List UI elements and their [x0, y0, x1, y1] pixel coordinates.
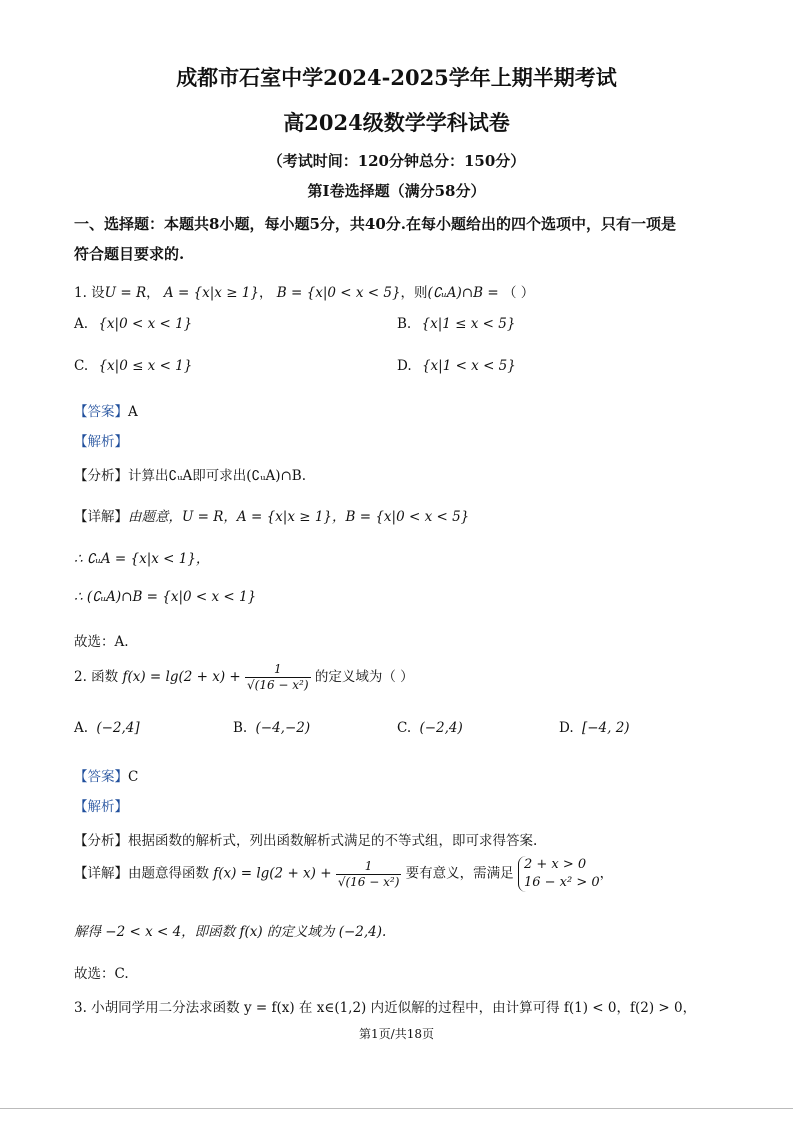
- q1-option-c-label: C.: [74, 358, 89, 374]
- q2-xiangjie-fraction-numerator: 1: [364, 858, 373, 873]
- page-number: 第1页/共18页: [359, 1027, 434, 1041]
- q1-option-b-value: {x|1 ≤ x < 5}: [421, 316, 516, 332]
- q2-option-d: [559, 720, 630, 736]
- q2-xiangjie-fraction: [336, 859, 402, 890]
- q1-fenxi: [74, 464, 306, 484]
- q2-answer: [74, 765, 138, 785]
- q1-fenxi-text: 计算出∁ᵤA即可求出(∁ᵤA)∩B.: [128, 468, 307, 484]
- q1-answer-tag: 【答案】: [74, 404, 128, 420]
- q2-xiangjie: [74, 856, 613, 892]
- q1-xiangjie-tag: 【详解】: [74, 509, 128, 525]
- q2-prefix: 2. 函数: [74, 669, 119, 685]
- q1-answer-paren: （ ）: [502, 285, 535, 301]
- q2-xiangjie-mid: 要有意义，需满足: [405, 865, 514, 882]
- q2-option-d-value: [−4, 2): [581, 720, 630, 736]
- q1-option-d-value: {x|1 < x < 5}: [421, 358, 516, 374]
- q2-stem: [74, 662, 414, 693]
- q1-xiangjie: [74, 505, 469, 525]
- q1-option-d-label: D.: [397, 358, 412, 374]
- q2-suffix: 的定义域为（ ）: [314, 669, 414, 685]
- q2-system-end: ，: [599, 865, 614, 882]
- q2-option-b-label: B.: [233, 720, 248, 736]
- q2-option-c: [397, 720, 463, 736]
- q1-fenxi-tag: 【分析】: [74, 468, 128, 484]
- q1-option-b: [397, 316, 515, 332]
- q1-option-a: [74, 316, 192, 332]
- q2-analysis-tag: 【解析】: [74, 799, 128, 815]
- q2-fenxi-text: 根据函数的解析式，列出函数解析式满足的不等式组，即可求得答案.: [128, 833, 538, 849]
- q1-option-d: [397, 358, 516, 374]
- q2-fraction-numerator: 1: [273, 662, 282, 676]
- q2-option-c-label: C.: [397, 720, 412, 736]
- q3-stem: 3. 小胡同学用二分法求函数 y = f(x) 在 x∈(1,2) 内近似解的过程中，由计算可得 f(1) < 0，f(2) > 0，: [74, 1000, 697, 1016]
- q1-expression: (∁ᵤA)∩B =: [427, 285, 499, 301]
- q1-xiangjie-text: 由题意，U = R，A = {x|x ≥ 1}，B = {x|0 < x < 5}: [128, 509, 470, 525]
- q1-step-2: ∴ (∁ᵤA)∩B = {x|0 < x < 1}: [74, 589, 257, 605]
- q1-option-a-value: {x|0 < x < 1}: [98, 316, 193, 332]
- q1-option-b-label: B.: [397, 316, 412, 332]
- exam-subtitle: 高2024级数学学科试卷: [283, 110, 510, 135]
- q1-conclusion: 故选：A.: [74, 634, 129, 650]
- q1-then: ，则: [400, 285, 428, 301]
- part-title: 第I卷选择题（满分58分）: [307, 182, 486, 200]
- q2-fenxi: [74, 829, 537, 849]
- q2-solve: 解得 −2 < x < 4，即函数 f(x) 的定义域为 (−2,4).: [74, 924, 387, 940]
- q2-inequality-system: [518, 856, 600, 892]
- section-heading-line1: 一、选择题：本题共8小题，每小题5分，共40分.在每小题给出的四个选项中，只有一项是: [74, 215, 676, 233]
- q2-fraction-denominator: √(16 − x²): [247, 678, 309, 692]
- q2-fenxi-tag: 【分析】: [74, 833, 128, 849]
- q2-inequality-1: 2 + x > 0: [523, 857, 587, 872]
- q1-set-b: B = {x|0 < x < 5}: [276, 285, 401, 301]
- q1-option-c-value: {x|0 ≤ x < 1}: [98, 358, 193, 374]
- q1-option-c: [74, 358, 192, 374]
- q1-set-a: A = {x|x ≥ 1}: [163, 285, 259, 301]
- q2-inequality-2: 16 − x² > 0: [523, 875, 600, 890]
- q1-option-a-label: A.: [74, 316, 89, 332]
- q2-option-c-value: (−2,4): [419, 720, 463, 736]
- section-heading-line2: 符合题目要求的.: [74, 245, 185, 263]
- q2-option-a: [74, 720, 140, 736]
- q2-answer-tag: 【答案】: [74, 769, 128, 785]
- q2-xiangjie-tag: 【详解】: [74, 865, 128, 882]
- q2-xiangjie-function: f(x) = lg(2 + x) +: [213, 865, 332, 882]
- q2-function: f(x) = lg(2 + x) +: [122, 669, 241, 685]
- q1-answer-value: A: [128, 404, 138, 420]
- q2-xiangjie-fraction-denominator: √(16 − x²): [337, 874, 400, 889]
- q2-conclusion: 故选：C.: [74, 966, 129, 982]
- q1-stem: 1. 设U = R， A = {x|x ≥ 1}， B = {x|0 < x < 5}，则(∁ᵤA)∩B = （ ）: [74, 285, 535, 301]
- q2-option-a-value: (−2,4]: [96, 720, 140, 736]
- q2-option-b: [233, 720, 310, 736]
- q2-answer-value: C: [128, 769, 139, 785]
- q1-answer: [74, 400, 138, 420]
- q1-prefix: 1. 设: [74, 285, 105, 301]
- q1-universal-set: U = R: [104, 285, 147, 301]
- page-bottom-divider: [0, 1108, 793, 1109]
- q2-xiangjie-prefix: 由题意得函数: [128, 865, 209, 882]
- exam-title: 成都市石室中学2024-2025学年上期半期考试: [176, 65, 617, 90]
- q1-step-1: ∴ ∁ᵤA = {x|x < 1}，: [74, 551, 210, 567]
- q2-option-a-label: A.: [74, 720, 89, 736]
- q2-option-b-value: (−4,−2): [255, 720, 311, 736]
- q2-option-d-label: D.: [559, 720, 574, 736]
- q1-analysis-tag: 【解析】: [74, 434, 128, 450]
- q2-fraction: [245, 662, 311, 693]
- exam-time-info: （考试时间：120分钟总分：150分）: [267, 152, 526, 170]
